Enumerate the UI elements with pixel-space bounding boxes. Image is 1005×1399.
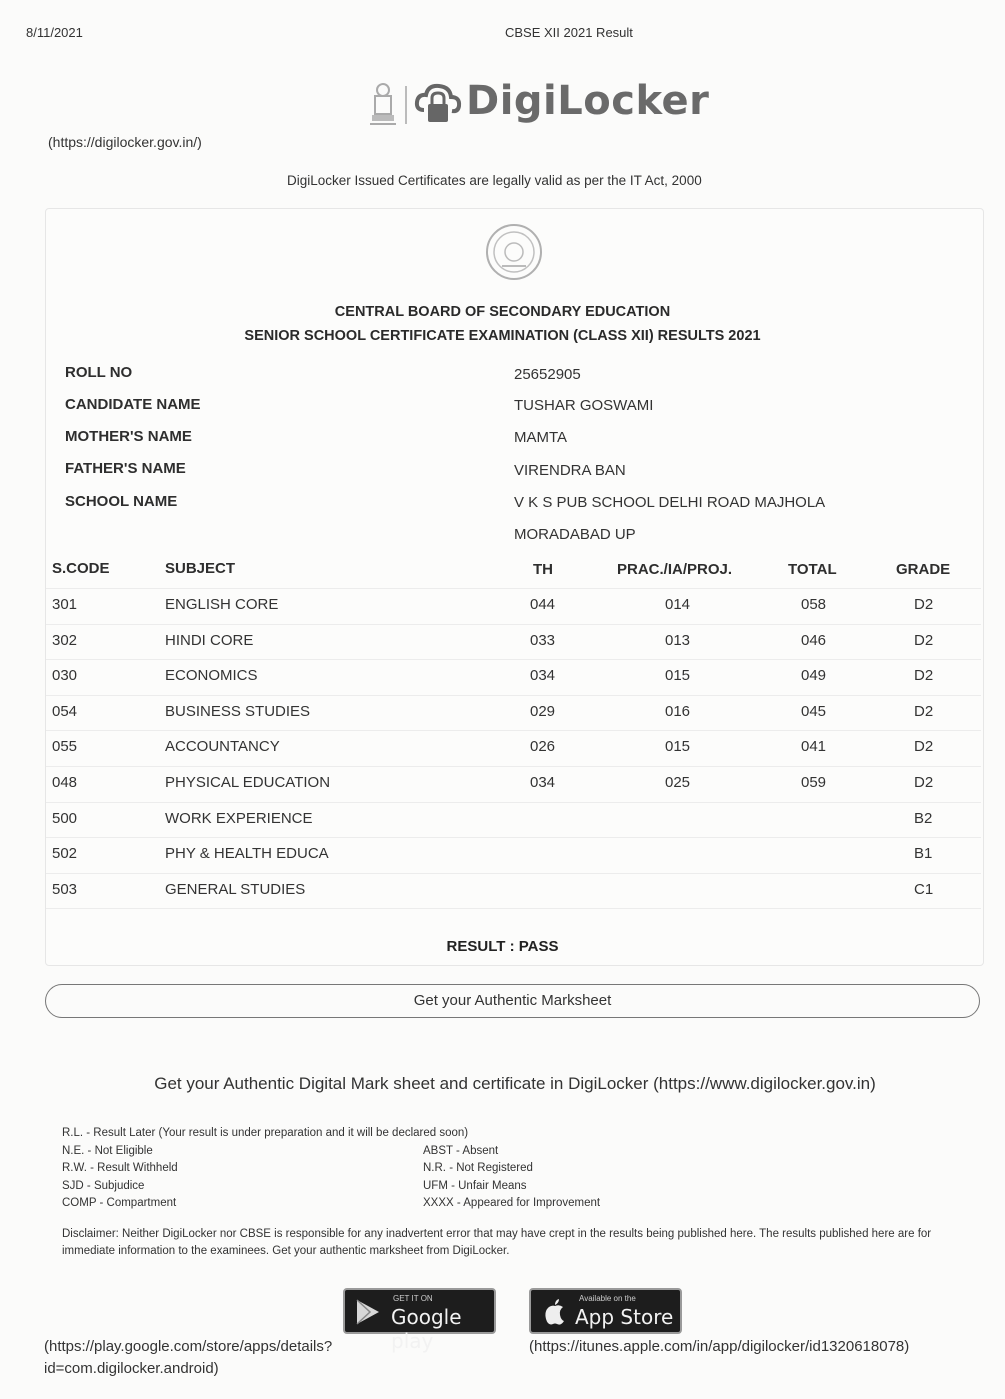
practical-marks: 014 <box>665 596 691 613</box>
roll-no-value: 25652905 <box>514 366 581 383</box>
promo-text: Get your Authentic Digital Mark sheet and certificate in DigiLocker (https://www.digilocker.gov.in) <box>154 1074 876 1093</box>
app-store-badge[interactable] <box>529 1288 682 1334</box>
subject-name: ACCOUNTANCY <box>165 738 280 755</box>
legend-rl: R.L. - Result Later (Your result is under preparation and it will be declared soon) <box>62 1127 469 1139</box>
exam-title: SENIOR SCHOOL CERTIFICATE EXAMINATION (CLASS XII) RESULTS 2021 <box>244 328 761 344</box>
total-marks: 041 <box>801 738 827 755</box>
cbse-seal-icon <box>484 222 544 282</box>
total-marks: 059 <box>801 774 827 791</box>
grade: D2 <box>914 596 934 613</box>
subject-code: 500 <box>52 810 78 827</box>
grade: D2 <box>914 703 934 720</box>
mother-name-label: MOTHER'S NAME <box>65 428 192 445</box>
col-prac: PRAC./IA/PROJ. <box>617 561 733 578</box>
legend-item: N.R. - Not Registered <box>423 1162 533 1174</box>
col-th: TH <box>533 561 553 578</box>
school-name-line2: MORADABAD UP <box>514 526 636 543</box>
table-row-divider <box>46 624 981 625</box>
mother-name-value: MAMTA <box>514 429 568 446</box>
app-store-link[interactable]: (https://itunes.apple.com/in/app/digilocker/id1320618078) <box>529 1338 910 1355</box>
grade: D2 <box>914 632 934 649</box>
grade: D2 <box>914 667 934 684</box>
practical-marks: 025 <box>665 774 691 791</box>
play-icon <box>355 1298 381 1326</box>
roll-no-label: ROLL NO <box>65 364 133 381</box>
print-date: 8/11/2021 <box>26 25 83 40</box>
theory-marks: 029 <box>530 703 556 720</box>
father-name-value: VIRENDRA BAN <box>514 462 626 479</box>
col-grade: GRADE <box>896 561 951 578</box>
google-play-text: Google play <box>391 1305 462 1353</box>
cloud-lock-icon <box>414 80 462 126</box>
candidate-name-label: CANDIDATE NAME <box>65 396 201 413</box>
digilocker-link[interactable]: (https://digilocker.gov.in/) <box>48 134 202 150</box>
practical-marks: 016 <box>665 703 691 720</box>
theory-marks: 026 <box>530 738 556 755</box>
subject-code: 503 <box>52 881 78 898</box>
subject-code: 030 <box>52 667 78 684</box>
col-scode: S.CODE <box>52 560 110 577</box>
total-marks: 058 <box>801 596 827 613</box>
subject-code: 302 <box>52 632 78 649</box>
total-marks: 045 <box>801 703 827 720</box>
apple-icon <box>543 1298 567 1326</box>
legend-item: ABST - Absent <box>423 1145 499 1157</box>
candidate-name-value: TUSHAR GOSWAMI <box>514 397 654 414</box>
subject-name: HINDI CORE <box>165 632 254 649</box>
school-name-value: V K S PUB SCHOOL DELHI ROAD MAJHOLA <box>514 494 826 511</box>
practical-marks: 013 <box>665 632 691 649</box>
grade: D2 <box>914 774 934 791</box>
total-marks: 049 <box>801 667 827 684</box>
theory-marks: 044 <box>530 596 556 613</box>
table-row-divider <box>46 908 981 909</box>
theory-marks: 033 <box>530 632 556 649</box>
subject-name: BUSINESS STUDIES <box>165 703 311 720</box>
subject-code: 301 <box>52 596 78 613</box>
brand-logo-text: DigiLocker <box>466 78 710 124</box>
google-play-badge[interactable] <box>343 1288 496 1353</box>
total-marks: 046 <box>801 632 827 649</box>
subject-name: ENGLISH CORE <box>165 596 279 613</box>
table-row-divider <box>46 588 981 589</box>
subject-name: WORK EXPERIENCE <box>165 810 313 827</box>
legend-item: XXXX - Appeared for Improvement <box>423 1197 601 1209</box>
table-row-divider <box>46 802 981 803</box>
grade: C1 <box>914 881 934 898</box>
table-row-divider <box>46 695 981 696</box>
board-name: CENTRAL BOARD OF SECONDARY EDUCATION <box>334 304 671 320</box>
subject-code: 502 <box>52 845 78 862</box>
result-status: RESULT : PASS <box>446 938 559 955</box>
subject-name: GENERAL STUDIES <box>165 881 306 898</box>
subject-name: PHY & HEALTH EDUCA <box>165 845 329 862</box>
legend-item: UFM - Unfair Means <box>423 1180 527 1192</box>
theory-marks: 034 <box>530 667 556 684</box>
page-title: CBSE XII 2021 Result <box>505 25 633 40</box>
theory-marks: 034 <box>530 774 556 791</box>
table-row-divider <box>46 837 981 838</box>
subject-name: ECONOMICS <box>165 667 258 684</box>
disclaimer: Disclaimer: Neither DigiLocker nor CBSE is responsible for any inadvertent error that may have crept in the results being published here. The results published here are for immediate information to the examinees. Get your authentic marksheet from DigiLocker. <box>62 1228 932 1257</box>
father-name-label: FATHER'S NAME <box>65 460 186 477</box>
school-name-label: SCHOOL NAME <box>65 493 178 510</box>
col-total: TOTAL <box>788 561 837 578</box>
legal-note: DigiLocker Issued Certificates are legally valid as per the IT Act, 2000 <box>287 173 702 188</box>
table-row-divider <box>46 730 981 731</box>
table-row-divider <box>46 766 981 767</box>
table-row-divider <box>46 659 981 660</box>
subject-code: 054 <box>52 703 78 720</box>
app-store-small: Available on the <box>579 1294 636 1303</box>
grade: B2 <box>914 810 933 827</box>
grade: B1 <box>914 845 933 862</box>
logo-divider <box>405 86 407 124</box>
legend-item: R.W. - Result Withheld <box>62 1162 178 1174</box>
col-subject: SUBJECT <box>165 560 236 577</box>
legend-item: N.E. - Not Eligible <box>62 1145 153 1157</box>
emblem-icon <box>366 82 400 126</box>
practical-marks: 015 <box>665 667 691 684</box>
get-marksheet-button[interactable]: Get your Authentic Marksheet <box>45 984 980 1018</box>
subject-code: 048 <box>52 774 78 791</box>
grade: D2 <box>914 738 934 755</box>
legend-item: COMP - Compartment <box>62 1197 177 1209</box>
table-row-divider <box>46 873 981 874</box>
google-play-link-line2[interactable]: id=com.digilocker.android) <box>44 1360 219 1377</box>
practical-marks: 015 <box>665 738 691 755</box>
google-play-small: GET IT ON <box>393 1294 433 1303</box>
subject-code: 055 <box>52 738 78 755</box>
google-play-link-line1[interactable]: (https://play.google.com/store/apps/details? <box>44 1338 333 1355</box>
app-store-text: App Store <box>575 1305 674 1329</box>
subject-name: PHYSICAL EDUCATION <box>165 774 331 791</box>
legend-item: SJD - Subjudice <box>62 1180 145 1192</box>
